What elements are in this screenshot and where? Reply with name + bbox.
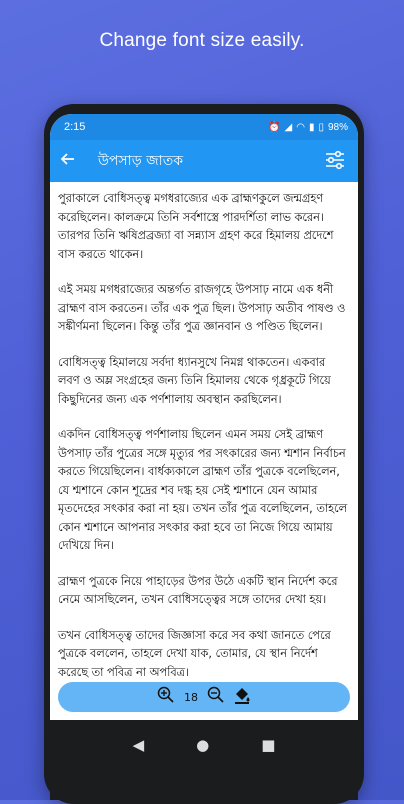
signal-icon: ◢ (284, 121, 293, 133)
battery-icon: ▯ (318, 121, 324, 133)
promo-headline: Change font size easily. (99, 30, 305, 51)
battery-level: 98% (327, 121, 348, 133)
back-arrow-icon[interactable] (60, 151, 90, 172)
cell-icon: ▮ (308, 121, 315, 133)
phone-screen (50, 114, 358, 800)
story-content (50, 182, 358, 730)
status-time: 2:15 (64, 121, 86, 133)
sliders-icon[interactable] (324, 149, 348, 173)
font-size-value: 18 (184, 690, 198, 704)
paint-bucket-icon[interactable] (232, 685, 252, 709)
nav-back-icon[interactable]: ◀ (132, 736, 145, 754)
status-icons (268, 122, 348, 133)
zoom-out-icon[interactable] (206, 685, 226, 709)
nav-recents-icon[interactable]: ■ (261, 736, 276, 754)
nav-home-icon[interactable]: ● (196, 736, 210, 754)
zoom-in-icon[interactable] (156, 685, 176, 709)
story-paragraph: পুরাকালে বোধিসত্ত্ব মগধরাজ্যের এক ব্রাহ্মণকুলে জন্মগ্রহণ করেছিলেন। কালক্রমে তিনি সর্বশাস্ত্রে পারদর্শিতা লাভ করেন। তারপর তিনি ঋষিপ্রব্রজ্যা বা সন্ন্যাস গ্রহণ করে হিমালয় প্রদেশে বাস করতে থাকেন। (58, 192, 334, 261)
alarm-icon: ⏰ (268, 121, 281, 133)
font-size-bar (58, 682, 350, 712)
story-paragraph: একদিন বোধিসত্ত্ব পর্ণশালায় ছিলেন এমন সময় সেই ব্রাহ্মণ উপসাঢ় তাঁর পুত্রের সঙ্গে মৃত্যুর পর সৎকারের জন্য শ্মশান নির্বাচন করতে গিয়েছিলেন। বার্ধক্যকালে ব্রাহ্মণ তাঁর পুত্রকে বলেছিলেন, যে শ্মশানে কোন শূদ্রের শব দগ্ধ হয় সেই শ্মশানে যেন আমার মৃতদেহের সৎকার করা না হয়। তখন তাঁর পুত্র বলেছিলেন, তাহলে কোন শ্মশানে আপনার সৎকার করা হবে তা নিজে গিয়ে আমায় দেখিয়ে দিন। (58, 428, 347, 552)
story-paragraph: এই সময় মগধরাজ্যের অন্তর্গত রাজগৃহে উপসাঢ় নামে এক ধনী ব্রাহ্মণ বাস করতেন। তাঁর এক পুত্র ছিল। উপসাঢ় অতীব পাষণ্ড ও সঙ্কীর্ণমনা ছিলেন। কিন্তু তাঁর পুত্র জ্ঞানবান ও পণ্ডিত ছিলেন। (58, 283, 346, 333)
status-bar (50, 114, 358, 140)
app-bar (50, 140, 358, 182)
system-nav-bar (50, 720, 358, 800)
story-paragraph: তখন বোধিসত্ত্ব তাদের জিজ্ঞাসা করে সব কথা জানতে পেরে পুত্রকে বললেন, তাহলে দেখা যাক, তোমার, যে স্থান নির্দেশ করেছে তা পবিত্র না অপবিত্র। (58, 628, 331, 679)
story-paragraph: বোধিসত্ত্ব হিমালয়ে সর্বদা ধ্যানসুখে নিমগ্ন থাকতেন। একবার লবণ ও অম্ল সংগ্রহের জন্য তিনি হিমালয় থেকে গৃধ্রকূটে গিয়ে কিছুদিনের জন্য এক পর্ণশালায় অবস্থান করছিলেন। (58, 355, 331, 406)
story-paragraph: ব্রাহ্মণ পুত্রকে নিয়ে পাহাড়ের উপর উঠে একটি স্থান নির্দেশ করে নেমে আসছিলেন, তখন বোধিসত্ত্বের সঙ্গে তাদের দেখা হয়। (58, 574, 338, 606)
wifi-icon: ◠ (296, 121, 305, 133)
page-title: উপসাড় জাতক (98, 153, 184, 169)
